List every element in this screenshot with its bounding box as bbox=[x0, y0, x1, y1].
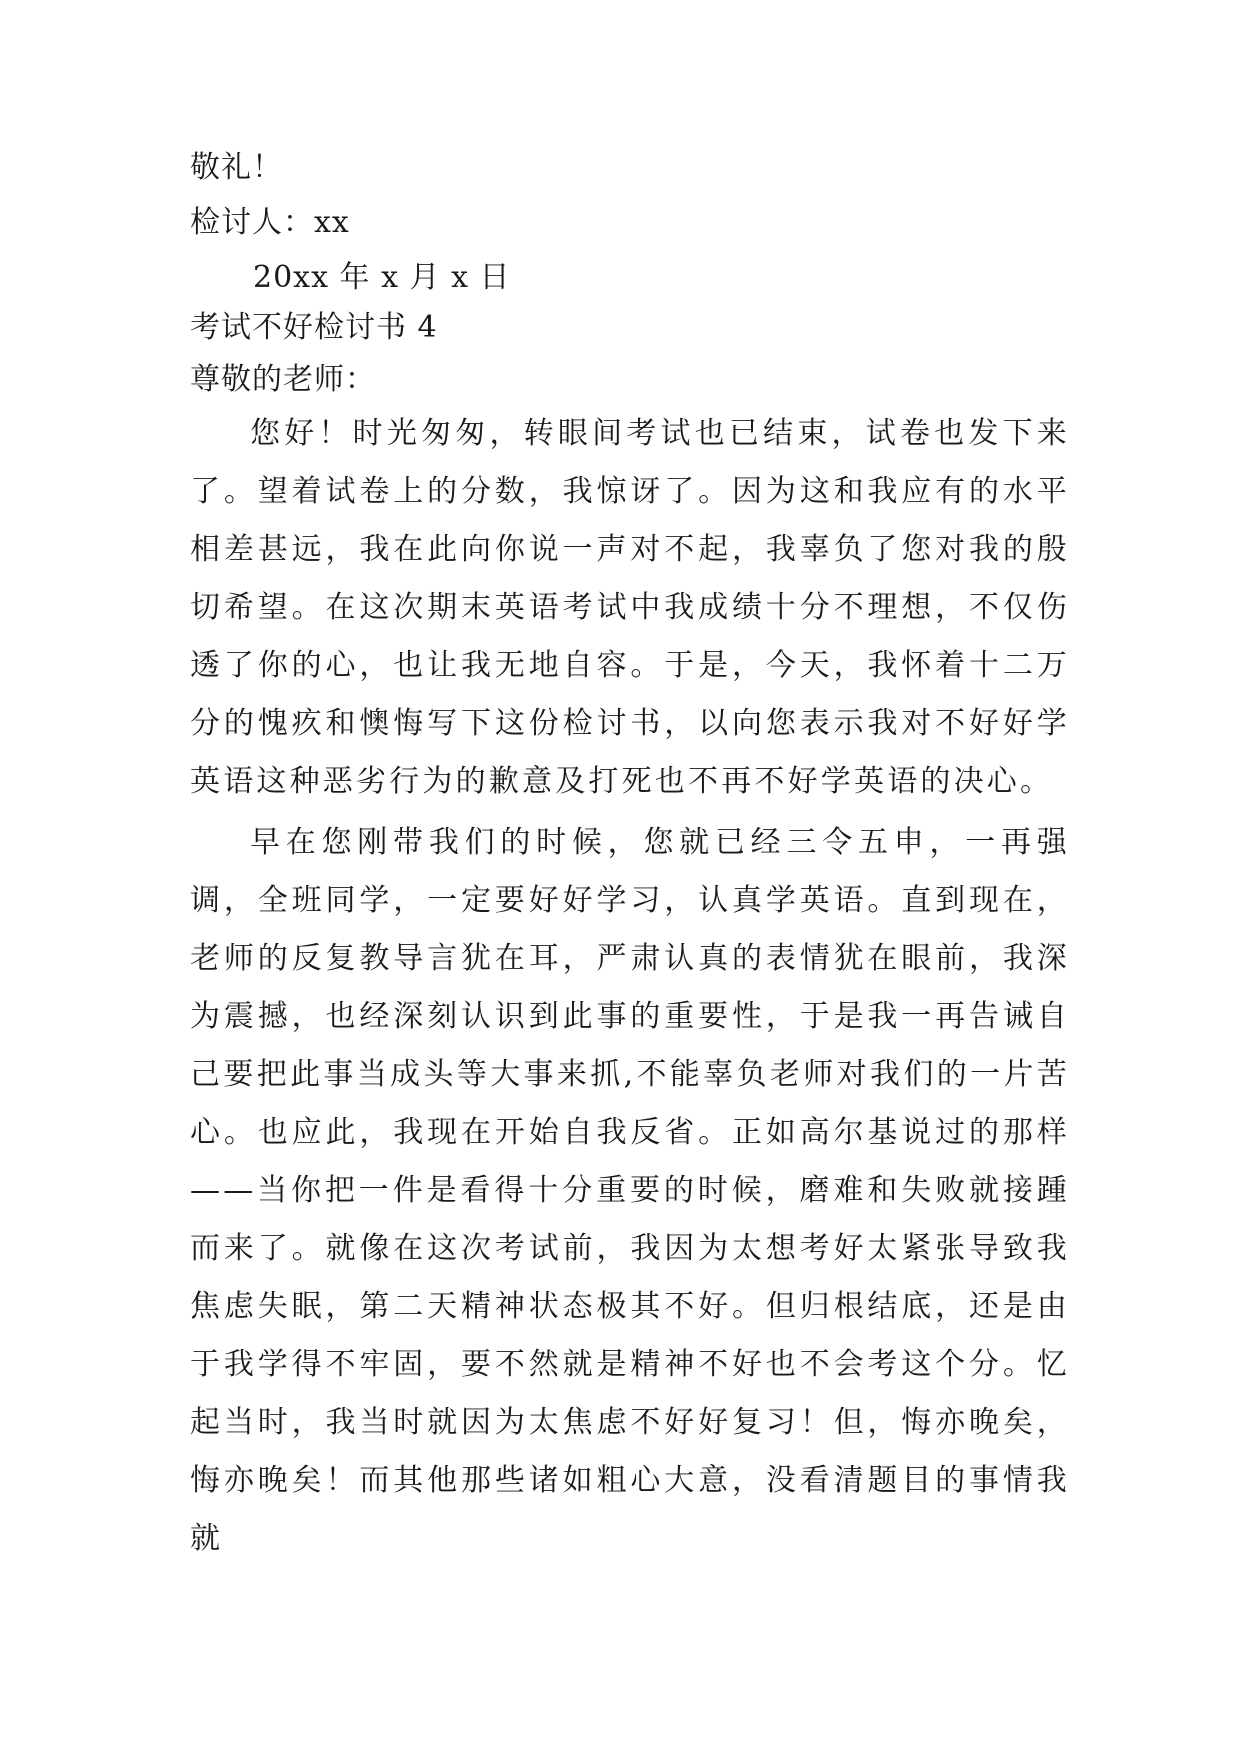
salutation: 尊敬的老师： bbox=[190, 362, 376, 397]
body-paragraph-1: 您好！时光匆匆，转眼间考试也已结束，试卷也发下来了。望着试卷上的分数，我惊讶了。因为这和我应有的水平相差甚远，我在此向你说一声对不起，我辜负了您对我的殷切希望。在这次期末英语考试中我成绩十分不理想，不仅伤透了你的心，也让我无地自容。于是，今天，我怀着十二万分的愧疚和懊悔写下这份检讨书，以向您表示我对不好好学英语这种恶劣行为的歉意及打死也不再不好学英语的决心。 bbox=[190, 416, 1070, 799]
closing-line: 敬礼！ bbox=[190, 150, 283, 185]
date-line: 20xx 年 x 月 x 日 bbox=[253, 260, 511, 295]
body-paragraph-2: 早在您刚带我们的时候，您就已经三令五申，一再强调，全班同学，一定要好好学习，认真学英语。直到现在，老师的反复教导言犹在耳，严肃认真的表情犹在眼前，我深为震撼，也经深刻认识到此事的重要性，于是我一再告诫自己要把此事当成头等大事来抓,不能辜负老师对我们的一片苦心。也应此，我现在开始自我反省。正如高尔基说过的那样——当你把一件是看得十分重要的时候，磨难和失败就接踵而来了。就像在这次考试前，我因为太想考好太紧张导致我焦虑失眠，第二天精神状态极其不好。但归根结底，还是由于我学得不牢固，要不然就是精神不好也不会考这个分。忆起当时，我当时就因为太焦虑不好好复习！但，悔亦晚矣，悔亦晚矣！而其他那些诸如粗心大意，没看清题目的事情我就 bbox=[190, 825, 1070, 1556]
signer-line: 检讨人：xx bbox=[190, 205, 350, 240]
section-title: 考试不好检讨书 4 bbox=[190, 310, 438, 345]
